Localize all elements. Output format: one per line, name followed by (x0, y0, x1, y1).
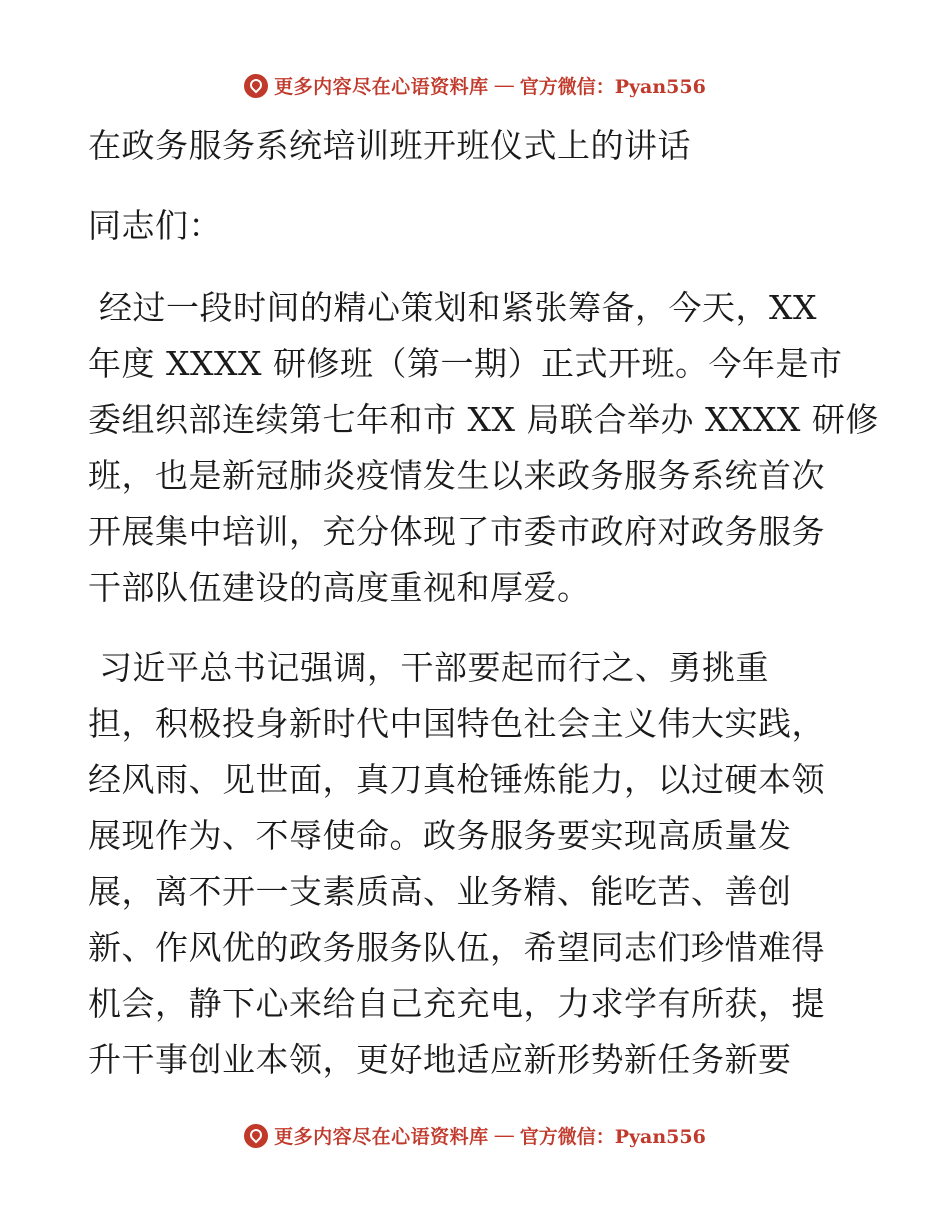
paragraph-line: 担，积极投身新时代中国特色社会主义伟大实践， (88, 704, 825, 743)
paragraph-line: 展，离不开一支素质高、业务精、能吃苦、善创 (88, 872, 792, 911)
paragraph-line: 展现作为、不辱使命。政务服务要实现高质量发 (88, 816, 792, 855)
page-title: 在政务服务系统培训班开班仪式上的讲话 (88, 126, 691, 165)
paragraph-line: 习近平总书记强调，干部要起而行之、勇挑重 (88, 648, 769, 687)
watermark-bottom (0, 1122, 950, 1149)
document-title-paragraph (88, 118, 878, 174)
paragraph-line: 开展集中培训，充分体现了市委市政府对政务服务 (88, 512, 825, 551)
watermark-wechat-label: 官方微信：Pyan556 (519, 76, 706, 98)
watermark-wechat-label: 官方微信：Pyan556 (519, 1126, 706, 1148)
watermark-text: 更多内容尽在心语资料库 (274, 76, 489, 98)
salutation-line: 同志们： (88, 206, 222, 245)
chat-bubble-logo-icon (244, 74, 268, 98)
chat-bubble-logo-icon (244, 1124, 268, 1148)
paragraph-line: 新、作风优的政务服务队伍，希望同志们珍惜难得 (88, 928, 825, 967)
watermark-top (0, 72, 950, 99)
paragraph-line: 班，也是新冠肺炎疫情发生以来政务服务系统首次 (88, 456, 825, 495)
body-paragraph-1 (88, 280, 878, 616)
paragraph-line: 经过一段时间的精心策划和紧张筹备，今天，XX (88, 288, 817, 327)
watermark-separator: — (494, 1124, 514, 1146)
paragraph-line: 干部队伍建设的高度重视和厚爱。 (88, 568, 591, 607)
watermark-separator: — (494, 74, 514, 96)
document-content (88, 118, 878, 1112)
paragraph-line: 经风雨、见世面，真刀真枪锤炼能力，以过硬本领 (88, 760, 825, 799)
paragraph-line: 升干事创业本领，更好地适应新形势新任务新要 (88, 1040, 792, 1079)
paragraph-line: 委组织部连续第七年和市 XX 局联合举办 XXXX 研修 (88, 400, 879, 439)
paragraph-line: 年度 XXXX 研修班（第一期）正式开班。今年是市 (88, 344, 843, 383)
paragraph-line: 机会，静下心来给自己充充电，力求学有所获，提 (88, 984, 825, 1023)
watermark-text: 更多内容尽在心语资料库 (274, 1126, 489, 1148)
body-paragraph-2 (88, 640, 878, 1088)
salutation-paragraph (88, 198, 878, 254)
